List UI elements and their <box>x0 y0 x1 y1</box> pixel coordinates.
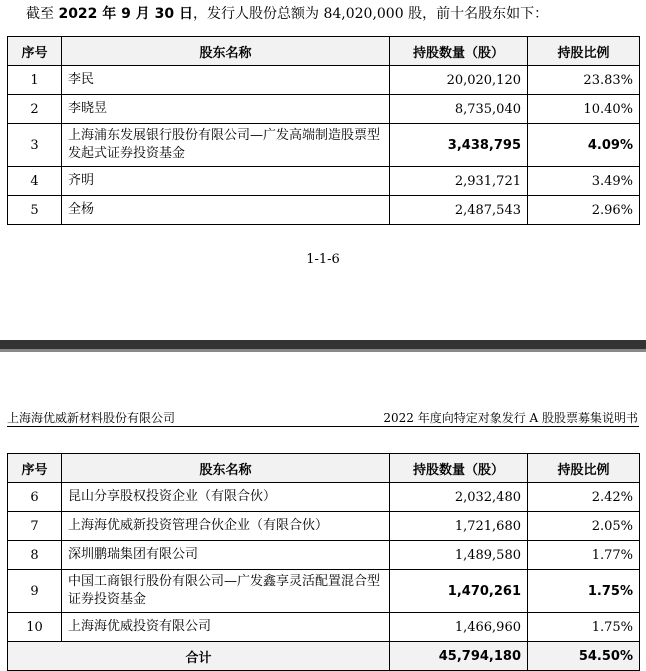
table-row <box>8 66 640 95</box>
row-index: 5 <box>8 196 62 225</box>
row-shares: 3,438,795 <box>390 124 528 167</box>
table-row <box>8 613 640 642</box>
row-name: 李民 <box>62 66 390 95</box>
row-shares: 20,020,120 <box>390 66 528 95</box>
shareholders-table-page1 <box>7 36 640 225</box>
page-header-company: 上海海优威新材料股份有限公司 <box>7 411 176 425</box>
row-ratio: 4.09% <box>528 124 640 167</box>
row-ratio: 1.75% <box>528 570 640 613</box>
intro-before: 截至 <box>26 6 59 22</box>
row-name: 上海浦东发展银行股份有限公司—广发高端制造股票型发起式证券投资基金 <box>62 124 390 167</box>
page-break-band <box>0 340 646 349</box>
page-header-rule <box>7 426 639 427</box>
col-shares-header: 持股数量（股） <box>390 454 528 483</box>
table-row <box>8 95 640 124</box>
row-shares: 2,931,721 <box>390 167 528 196</box>
col-index-header: 序号 <box>8 37 62 66</box>
col-name-header: 股东名称 <box>62 37 390 66</box>
page-header-document: 2022 年度向特定对象发行 A 股股票募集说明书 <box>383 411 638 425</box>
shareholders-table-page2 <box>7 453 640 671</box>
total-ratio: 54.50% <box>528 642 640 671</box>
row-index: 8 <box>8 541 62 570</box>
row-name: 昆山分享股权投资企业（有限合伙） <box>62 483 390 512</box>
row-ratio: 23.83% <box>528 66 640 95</box>
col-ratio-header: 持股比例 <box>528 37 640 66</box>
row-name: 全杨 <box>62 196 390 225</box>
table-row <box>8 196 640 225</box>
row-ratio: 1.75% <box>528 613 640 642</box>
total-label: 合计 <box>8 642 390 671</box>
row-index: 2 <box>8 95 62 124</box>
total-row <box>8 642 640 671</box>
row-name: 上海海优威投资有限公司 <box>62 613 390 642</box>
row-shares: 1,466,960 <box>390 613 528 642</box>
intro-after: ，发行人股份总额为 84,020,000 股，前十名股东如下： <box>193 6 549 22</box>
row-name: 齐明 <box>62 167 390 196</box>
row-ratio: 10.40% <box>528 95 640 124</box>
row-name: 上海海优威新投资管理合伙企业（有限合伙） <box>62 512 390 541</box>
row-shares: 1,470,261 <box>390 570 528 613</box>
page-number: 1-1-6 <box>306 252 340 267</box>
table-row <box>8 570 640 613</box>
row-index: 10 <box>8 613 62 642</box>
page-break-shadow <box>0 349 646 352</box>
row-ratio: 1.77% <box>528 541 640 570</box>
row-name: 中国工商银行股份有限公司—广发鑫享灵活配置混合型证券投资基金 <box>62 570 390 613</box>
row-name: 李晓昱 <box>62 95 390 124</box>
col-index-header: 序号 <box>8 454 62 483</box>
row-name: 深圳鹏瑞集团有限公司 <box>62 541 390 570</box>
col-name-header: 股东名称 <box>62 454 390 483</box>
intro-sentence <box>26 3 548 23</box>
row-index: 7 <box>8 512 62 541</box>
table-row <box>8 483 640 512</box>
row-shares: 2,487,543 <box>390 196 528 225</box>
row-ratio: 2.42% <box>528 483 640 512</box>
row-shares: 1,721,680 <box>390 512 528 541</box>
row-ratio: 3.49% <box>528 167 640 196</box>
intro-date: 2022 年 9 月 30 日 <box>58 6 194 22</box>
row-index: 4 <box>8 167 62 196</box>
row-shares: 8,735,040 <box>390 95 528 124</box>
col-ratio-header: 持股比例 <box>528 454 640 483</box>
total-shares: 45,794,180 <box>390 642 528 671</box>
table-row <box>8 512 640 541</box>
row-index: 1 <box>8 66 62 95</box>
row-index: 3 <box>8 124 62 167</box>
table-header-row <box>8 37 640 66</box>
row-index: 6 <box>8 483 62 512</box>
row-shares: 1,489,580 <box>390 541 528 570</box>
table-header-row <box>8 454 640 483</box>
row-shares: 2,032,480 <box>390 483 528 512</box>
col-shares-header: 持股数量（股） <box>390 37 528 66</box>
row-index: 9 <box>8 570 62 613</box>
row-ratio: 2.05% <box>528 512 640 541</box>
table-row <box>8 124 640 167</box>
table-row <box>8 541 640 570</box>
table-row <box>8 167 640 196</box>
row-ratio: 2.96% <box>528 196 640 225</box>
